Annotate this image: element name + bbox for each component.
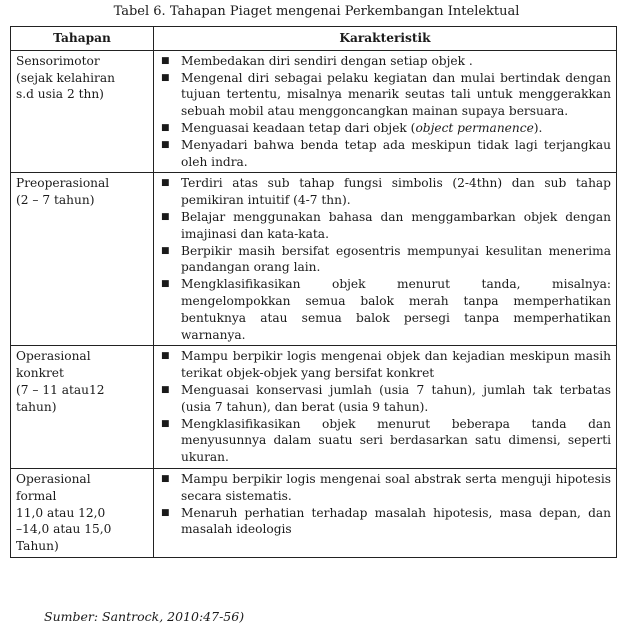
item-text: Mengenal diri sebagai pelaku kegiatan dan mulai bertindak dengan tujuan tertentu, misalnya menarik seutas tali untuk menggerakkan sebuah mobil atau menggoncangkan mainan supaya bersuara.: [181, 70, 611, 119]
item-text: Mampu berpikir logis mengenai objek dan kejadian meskipun masih terikat objek-objek yang bersifat konkret: [181, 349, 611, 381]
square-bullet-icon: ■: [161, 507, 170, 518]
characteristics-list: [159, 175, 611, 343]
item-text: Menyadari bahwa benda tetap ada meskipun tidak lagi terjangkau oleh indra.: [181, 137, 611, 169]
stage-label-line: konkret: [16, 366, 64, 381]
stage-cell: [11, 50, 154, 173]
table-row: [11, 346, 617, 469]
list-item: [159, 243, 611, 277]
characteristics-cell: [154, 50, 617, 173]
list-item: [159, 137, 611, 171]
list-item: [159, 348, 611, 382]
item-text-end: ).: [533, 120, 543, 135]
square-bullet-icon: ■: [161, 211, 170, 222]
list-item: [159, 382, 611, 416]
square-bullet-icon: ■: [161, 473, 170, 484]
stage-cell: [11, 346, 154, 469]
stage-label-line: s.d usia 2 thn): [16, 87, 104, 102]
item-text: Berpikir masih bersifat egosentris mempunyai kesulitan menerima pandangan orang lain.: [181, 243, 611, 275]
square-bullet-icon: ■: [161, 72, 170, 83]
square-bullet-icon: ■: [161, 418, 170, 429]
square-bullet-icon: ■: [161, 245, 170, 256]
list-item: [159, 70, 611, 120]
list-item: [159, 505, 611, 539]
characteristics-cell: [154, 173, 617, 346]
stage-label-line: (2 – 7 tahun): [16, 193, 95, 208]
list-item: [159, 175, 611, 209]
item-text: Menguasai keadaan tetap dari objek (: [181, 120, 416, 135]
stage-label-line: 11,0 atau 12,0: [16, 505, 106, 520]
stage-label-line: (7 – 11 atau12: [16, 382, 105, 397]
item-italic-term: object permanence: [415, 120, 534, 135]
table-row: [11, 468, 617, 557]
table-body: [11, 50, 617, 557]
item-text: Mengklasifikasikan objek menurut tanda, misalnya: mengelompokkan semua balok merah tanpa memperhatikan bentuknya atau semua balok persegi tanpa memperhatikan warnanya.: [181, 277, 611, 342]
list-item: [159, 120, 611, 137]
stage-label-line: Operasional: [16, 349, 91, 364]
table-row: [11, 50, 617, 173]
item-text: Membedakan diri sendiri dengan setiap objek .: [181, 53, 473, 68]
characteristics-list: [159, 471, 611, 538]
item-text: Mampu berpikir logis mengenai soal abstrak serta menguji hipotesis secara sistematis.: [181, 471, 611, 503]
item-text: Menaruh perhatian terhadap masalah hipotesis, masa depan, dan masalah ideologis: [181, 505, 611, 537]
square-bullet-icon: ■: [161, 122, 170, 133]
source-citation: Sumber: Santrock, 2010:47-56): [44, 609, 245, 624]
table-row: [11, 173, 617, 346]
list-item: [159, 209, 611, 243]
square-bullet-icon: ■: [161, 178, 170, 189]
characteristics-list: [159, 348, 611, 466]
stage-label-line: (sejak kelahiran: [16, 70, 115, 85]
header-characteristics: Karakteristik: [154, 27, 617, 51]
square-bullet-icon: ■: [161, 279, 170, 290]
characteristics-cell: [154, 468, 617, 557]
list-item: [159, 471, 611, 505]
piaget-stages-table: [10, 26, 617, 558]
stage-label-line: Tahun): [16, 539, 59, 554]
item-text: Mengklasifikasikan objek menurut beberapa tanda dan menyusunnya dalam suatu seri berdasarkan satu dimensi, seperti ukuran.: [181, 416, 611, 465]
table-caption: Tabel 6. Tahapan Piaget mengenai Perkembangan Intelektual: [113, 4, 520, 19]
square-bullet-icon: ■: [161, 139, 170, 150]
item-text: Terdiri atas sub tahap fungsi simbolis (2-4thn) dan sub tahap pemikiran intuitif (4-7 thn).: [181, 176, 611, 208]
characteristics-list: [159, 53, 611, 171]
square-bullet-icon: ■: [161, 55, 170, 66]
table-header-row: [11, 27, 617, 51]
stage-label-line: –14,0 atau 15,0: [16, 522, 112, 537]
stage-label-line: Operasional: [16, 471, 91, 486]
stage-label-line: Sensorimotor: [16, 53, 100, 68]
list-item: [159, 416, 611, 466]
stage-cell: [11, 468, 154, 557]
item-text: Menguasai konservasi jumlah (usia 7 tahun), jumlah tak terbatas (usia 7 tahun), dan berat (usia 9 tahun).: [181, 382, 611, 414]
stage-label-line: Preoperasional: [16, 176, 110, 191]
stage-label-line: formal: [16, 488, 57, 503]
header-stage: Tahapan: [11, 27, 154, 51]
item-text: Belajar menggunakan bahasa dan menggambarkan objek dengan imajinasi dan kata-kata.: [181, 209, 611, 241]
square-bullet-icon: ■: [161, 351, 170, 362]
characteristics-cell: [154, 346, 617, 469]
list-item: [159, 53, 611, 70]
square-bullet-icon: ■: [161, 384, 170, 395]
stage-cell: [11, 173, 154, 346]
stage-label-line: tahun): [16, 399, 57, 414]
list-item: [159, 276, 611, 343]
